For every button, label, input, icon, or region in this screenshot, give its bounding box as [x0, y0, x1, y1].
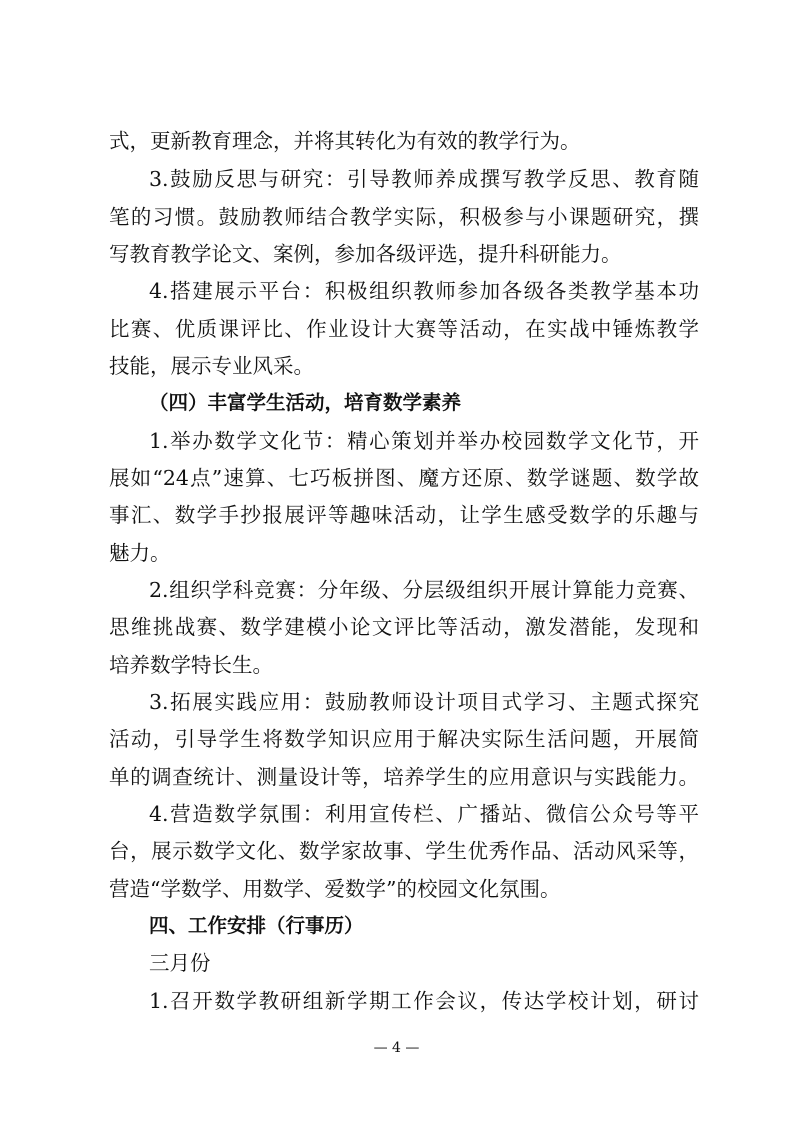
page-number: — 4 —	[373, 1040, 420, 1056]
paragraph-line: 1.召开数学教研组新学期工作会议，传达学校计划，研讨	[149, 989, 699, 1013]
section-heading: 四、工作安排（行事历）	[149, 914, 364, 937]
paragraph-line: 3.鼓励反思与研究：引导教师养成撰写教学反思、教育随	[149, 167, 699, 191]
subsection-label: 三月份	[149, 951, 211, 975]
paragraph-line: 营造“学数学、用数学、爱数学”的校园文化氛围。	[109, 877, 561, 901]
paragraph-line: 4.营造数学氛围：利用宣传栏、广播站、微信公众号等平	[149, 802, 699, 826]
section-heading: （四）丰富学生活动，培育数学素养	[149, 391, 462, 414]
paragraph-line: 1.举办数学文化节：精心策划并举办校园数学文化节，开	[149, 429, 699, 453]
paragraph-line: 魅力。	[109, 541, 171, 565]
paragraph-line: 式，更新教育理念，并将其转化为有效的教学行为。	[109, 129, 581, 153]
paragraph-line: 笔的习惯。鼓励教师结合教学实际，积极参与小课题研究，撰	[109, 205, 699, 229]
paragraph-line: 事汇、数学手抄报展评等趣味活动，让学生感受数学的乐趣与	[109, 503, 699, 527]
paragraph-line: 技能，展示专业风采。	[109, 354, 314, 378]
paragraph-line: 培养数学特长生。	[109, 653, 273, 677]
paragraph-line: 4.搭建展示平台：积极组织教师参加各级各类教学基本功	[149, 279, 699, 303]
paragraph-line: 思维挑战赛、数学建模小论文评比等活动，激发潜能，发现和	[109, 615, 699, 639]
paragraph-line: 写教育教学论文、案例，参加各级评选，提升科研能力。	[109, 242, 622, 266]
paragraph-line: 活动，引导学生将数学知识应用于解决实际生活问题，开展简	[109, 727, 699, 751]
paragraph-line: 展如“24点”速算、七巧板拼图、魔方还原、数学谜题、数学故	[109, 466, 699, 490]
paragraph-line: 比赛、优质课评比、作业设计大赛等活动，在实战中锤炼教学	[109, 317, 699, 341]
paragraph-line: 3.拓展实践应用：鼓励教师设计项目式学习、主题式探究	[149, 690, 699, 714]
paragraph-line: 单的调查统计、测量设计等，培养学生的应用意识与实践能力。	[109, 765, 699, 789]
paragraph-line: 2.组织学科竞赛：分年级、分层级组织开展计算能力竞赛、	[149, 578, 699, 602]
paragraph-line: 台，展示数学文化、数学家故事、学生优秀作品、活动风采等，	[109, 839, 699, 863]
